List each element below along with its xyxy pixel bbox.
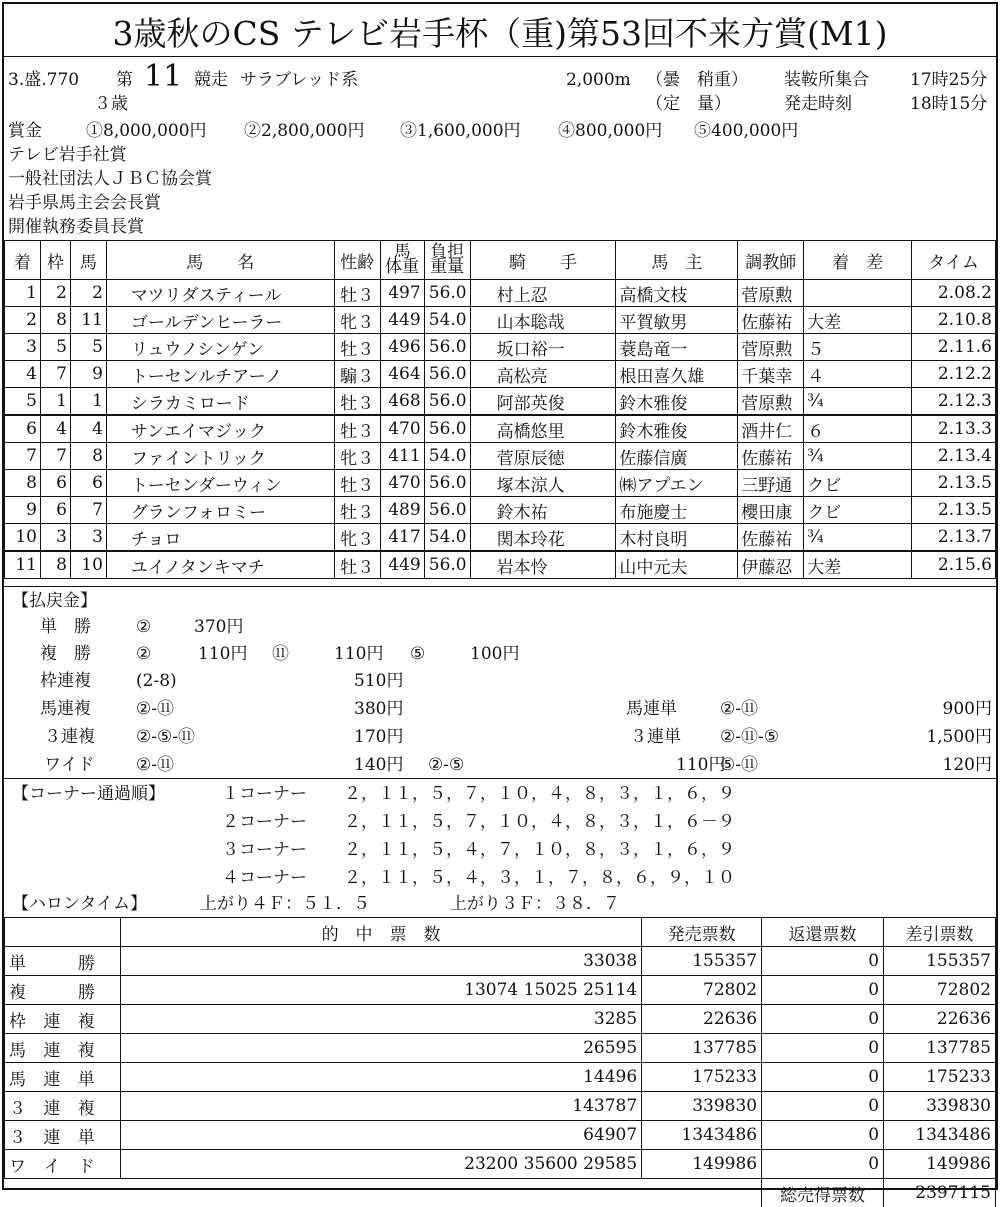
sold-cell: 155357 <box>642 947 762 976</box>
trainer-cell: 佐藤祐 <box>738 443 804 470</box>
place-cell: 7 <box>5 443 41 470</box>
sold-cell: 149986 <box>642 1150 762 1179</box>
horse-no-cell: 5 <box>70 334 106 361</box>
frame-cell: 6 <box>40 497 70 524</box>
table-row <box>5 524 996 552</box>
votes-total-value: 2397115 <box>884 1179 996 1207</box>
sex-age-cell: 騸３ <box>334 361 380 388</box>
table-row <box>5 470 996 497</box>
net-cell: 339830 <box>884 1092 996 1121</box>
owner-cell: 山中元夫 <box>616 551 738 579</box>
prize-1: ①8,000,000円 <box>86 121 207 141</box>
jockey-cell: 塚本涼人 <box>470 470 616 497</box>
votes-body <box>5 947 996 1179</box>
results-table <box>4 240 996 579</box>
margin-cell: ４ <box>804 361 912 388</box>
time-cell: 2.15.6 <box>912 551 996 579</box>
horse-name-cell: トーセンルチアーノ <box>106 361 334 388</box>
sold-cell: 339830 <box>642 1092 762 1121</box>
trainer-cell: 三野通 <box>738 470 804 497</box>
horse-name-cell: リュウノシンゲン <box>106 334 334 361</box>
frame-cell: 7 <box>40 361 70 388</box>
place-combo-2: ⑪ <box>272 644 289 664</box>
trainer-cell: 酒井仁 <box>738 415 804 443</box>
owner-cell: 根田喜久雄 <box>616 361 738 388</box>
body-weight-cell: 470 <box>380 415 424 443</box>
col-body-weight <box>380 241 424 280</box>
table-row <box>5 976 996 1005</box>
table-row <box>5 497 996 524</box>
margin-cell: 大差 <box>804 307 912 334</box>
refund-cell: 0 <box>762 1121 884 1150</box>
horse-name-cell: グランフォロミー <box>106 497 334 524</box>
votes-type-header <box>5 918 121 947</box>
burden-cell: 56.0 <box>424 280 470 307</box>
hits-cell: 64907 <box>120 1121 641 1150</box>
table-row <box>5 1005 996 1034</box>
place-cell: 9 <box>5 497 41 524</box>
burden-cell: 56.0 <box>424 388 470 416</box>
net-cell: 137785 <box>884 1034 996 1063</box>
net-cell: 155357 <box>884 947 996 976</box>
place-amount-2: 110円 <box>334 644 383 664</box>
win-amount: 370円 <box>194 617 243 637</box>
corner-3-label: ３コーナー <box>222 840 307 860</box>
sex-age-cell: 牡３ <box>334 334 380 361</box>
place-cell: 3 <box>5 334 41 361</box>
votes-hits-header: 的 中 票 数 <box>120 918 641 947</box>
col-trainer: 調教師 <box>738 241 804 280</box>
race-code: 3.盛.770 <box>8 70 79 90</box>
jockey-cell: 坂口裕一 <box>470 334 616 361</box>
horse-no-cell: 6 <box>70 470 106 497</box>
burden-cell: 54.0 <box>424 524 470 552</box>
owner-cell: 鈴木雅俊 <box>616 388 738 416</box>
hits-cell: 14496 <box>120 1063 641 1092</box>
votes-total-spacer <box>120 1179 641 1207</box>
horse-name-cell: ファイントリック <box>106 443 334 470</box>
margin-cell <box>804 280 912 307</box>
body-weight-cell: 449 <box>380 551 424 579</box>
margin-cell: ６ <box>804 415 912 443</box>
sold-cell: 1343486 <box>642 1121 762 1150</box>
jockey-cell: 阿部英俊 <box>470 388 616 416</box>
corner-2-label: ２コーナー <box>222 812 307 832</box>
col-place: 着 <box>5 241 41 280</box>
horse-name-cell: トーセンダーウィン <box>106 470 334 497</box>
burden-cell: 56.0 <box>424 470 470 497</box>
margin-cell: ¾ <box>804 524 912 552</box>
col-frame: 枠 <box>40 241 70 280</box>
bet-type-cell: ３ 連 複 <box>5 1092 121 1121</box>
win-combo: ② <box>136 617 151 637</box>
place-cell: 2 <box>5 307 41 334</box>
trio-amount: 170円 <box>354 727 403 747</box>
frame-cell: 1 <box>40 388 70 416</box>
table-row <box>5 1034 996 1063</box>
frame-cell: 3 <box>40 524 70 552</box>
horse-no-cell: 4 <box>70 415 106 443</box>
exacta-combo: ②-⑪ <box>720 699 758 719</box>
net-cell: 175233 <box>884 1063 996 1092</box>
corners-heading: 【コーナー通過順】 <box>12 784 165 804</box>
votes-header-row <box>5 918 996 947</box>
sex-age-cell: 牡３ <box>334 551 380 579</box>
place-amount-1: 110円 <box>198 644 247 664</box>
votes-total-spacer <box>5 1179 121 1207</box>
votes-total-label: 総売得票数 <box>762 1179 884 1207</box>
horse-no-cell: 10 <box>70 551 106 579</box>
table-row <box>5 1092 996 1121</box>
col-name: 馬 名 <box>106 241 334 280</box>
burden-cell: 56.0 <box>424 334 470 361</box>
place-cell: 6 <box>5 415 41 443</box>
horse-name-cell: シラカミロード <box>106 388 334 416</box>
wide-amount-1: 140円 <box>354 755 403 775</box>
bet-type-cell: ワ イ ド <box>5 1150 121 1179</box>
sex-age-cell: 牡３ <box>334 388 380 416</box>
place-amount-3: 100円 <box>470 644 519 664</box>
burden-cell: 54.0 <box>424 307 470 334</box>
jockey-cell: 高橋悠里 <box>470 415 616 443</box>
horse-no-cell: 1 <box>70 388 106 416</box>
owner-cell: 平賀敏男 <box>616 307 738 334</box>
trainer-cell: 伊藤忍 <box>738 551 804 579</box>
corner-1-order: ２，１１，５，７，１０，４，８，３，１，６，９ <box>344 784 735 804</box>
col-owner: 馬 主 <box>616 241 738 280</box>
net-cell: 149986 <box>884 1150 996 1179</box>
margin-cell: ¾ <box>804 388 912 416</box>
margin-cell: ¾ <box>804 443 912 470</box>
trio-combo: ②-⑤-⑪ <box>136 727 195 747</box>
body-weight-cell: 497 <box>380 280 424 307</box>
divider <box>4 778 996 779</box>
owner-cell: 佐藤信廣 <box>616 443 738 470</box>
bet-type-cell: 単 勝 <box>5 947 121 976</box>
wide-amount-3: 120円 <box>904 755 992 775</box>
time-cell: 2.08.2 <box>912 280 996 307</box>
votes-total-row <box>5 1179 996 1207</box>
bet-type-cell: ３ 連 単 <box>5 1121 121 1150</box>
sex-age-cell: 牡３ <box>334 280 380 307</box>
table-row <box>5 1121 996 1150</box>
win-label: 単 勝 <box>40 617 91 637</box>
hits-cell: 23200 35600 29585 <box>120 1150 641 1179</box>
saddle-time: 17時25分 <box>910 70 987 90</box>
margin-cell: クビ <box>804 470 912 497</box>
body-weight-cell: 496 <box>380 334 424 361</box>
distance: 2,000m <box>566 70 631 90</box>
body-weight-cell: 464 <box>380 361 424 388</box>
prize-3: ③1,600,000円 <box>400 121 521 141</box>
prize-2: ②2,800,000円 <box>244 121 365 141</box>
award-2: 一般社団法人ＪＢＣ協会賞 <box>8 169 212 189</box>
table-row <box>5 1063 996 1092</box>
owner-cell: 高橋文枝 <box>616 280 738 307</box>
horse-name-cell: サンエイマジック <box>106 415 334 443</box>
body-weight-cell: 468 <box>380 388 424 416</box>
margin-cell: ５ <box>804 334 912 361</box>
race-no-prefix: 第 <box>116 70 133 90</box>
col-sex-age: 性齢 <box>334 241 380 280</box>
wide-combo-3: ⑤-⑪ <box>720 755 758 775</box>
col-burden <box>424 241 470 280</box>
place-cell: 8 <box>5 470 41 497</box>
horse-no-cell: 8 <box>70 443 106 470</box>
corner-2-order: ２，１１，５，７，１０，４，８，３，１，６－９ <box>344 812 735 832</box>
burden-cell: 56.0 <box>424 415 470 443</box>
body-weight-cell: 470 <box>380 470 424 497</box>
divider <box>4 586 996 587</box>
wide-amount-2: 110円 <box>676 755 725 775</box>
race-no-suffix: 競走 <box>194 70 228 90</box>
bet-type-cell: 馬 連 単 <box>5 1063 121 1092</box>
col-margin: 着 差 <box>804 241 912 280</box>
bet-type-cell: 複 勝 <box>5 976 121 1005</box>
owner-cell: 鈴木雅俊 <box>616 415 738 443</box>
corner-4-label: ４コーナー <box>222 868 307 888</box>
sold-cell: 22636 <box>642 1005 762 1034</box>
last-4f: 上がり４Ｆ：５１．５ <box>200 894 370 914</box>
trio-label: ３連複 <box>44 727 95 747</box>
divider <box>4 56 996 57</box>
place-label: 複 勝 <box>40 644 91 664</box>
horse-name-cell: ユイノタンキマチ <box>106 551 334 579</box>
trainer-cell: 佐藤祐 <box>738 307 804 334</box>
hits-cell: 26595 <box>120 1034 641 1063</box>
wide-combo-1: ②-⑪ <box>136 755 174 775</box>
corner-1-label: １コーナー <box>222 784 307 804</box>
burden-cell: 56.0 <box>424 551 470 579</box>
col-time: タイム <box>912 241 996 280</box>
net-cell: 1343486 <box>884 1121 996 1150</box>
race-number: 11 <box>144 62 182 92</box>
hits-cell: 13074 15025 25114 <box>120 976 641 1005</box>
frame-cell: 4 <box>40 415 70 443</box>
horse-no-cell: 3 <box>70 524 106 552</box>
wide-combo-2: ②-⑤ <box>428 755 464 775</box>
hits-cell: 3285 <box>120 1005 641 1034</box>
place-cell: 4 <box>5 361 41 388</box>
award-1: テレビ岩手社賞 <box>8 145 127 165</box>
corner-4-order: ２，１１，５，４，３，１，７，８，６，９，１０ <box>344 868 735 888</box>
table-row <box>5 361 996 388</box>
horse-no-cell: 7 <box>70 497 106 524</box>
net-cell: 22636 <box>884 1005 996 1034</box>
table-row <box>5 551 996 579</box>
burden-cell: 54.0 <box>424 443 470 470</box>
col-burden-1: 負担 <box>430 242 464 262</box>
last-3f: 上がり３Ｆ：３８．７ <box>450 894 620 914</box>
race-result-sheet <box>2 2 998 1190</box>
trainer-cell: 櫻田康 <box>738 497 804 524</box>
horse-no-cell: 11 <box>70 307 106 334</box>
sex-age-cell: 牝３ <box>334 443 380 470</box>
time-cell: 2.13.5 <box>912 497 996 524</box>
results-body <box>5 280 996 579</box>
race-title: 3歳秋のCS テレビ岩手杯（重)第53回不来方賞(M1) <box>4 8 996 55</box>
sex-age-cell: 牝３ <box>334 524 380 552</box>
place-combo-1: ② <box>136 644 151 664</box>
table-row <box>5 1150 996 1179</box>
votes-sold-header: 発売票数 <box>642 918 762 947</box>
time-cell: 2.13.5 <box>912 470 996 497</box>
trainer-cell: 菅原勲 <box>738 388 804 416</box>
sex-age-cell: 牡３ <box>334 415 380 443</box>
refund-cell: 0 <box>762 947 884 976</box>
table-row <box>5 415 996 443</box>
bracket-quinella-label: 枠連複 <box>40 671 91 691</box>
col-jockey: 騎 手 <box>470 241 616 280</box>
exacta-amount: 900円 <box>904 699 992 719</box>
owner-cell: 布施慶士 <box>616 497 738 524</box>
trifecta-combo: ②-⑪-⑤ <box>720 727 779 747</box>
bet-type-cell: 枠 連 複 <box>5 1005 121 1034</box>
time-cell: 2.11.6 <box>912 334 996 361</box>
burden-cell: 56.0 <box>424 361 470 388</box>
jockey-cell: 岩本怜 <box>470 551 616 579</box>
time-cell: 2.12.3 <box>912 388 996 416</box>
award-4: 開催執務委員長賞 <box>8 217 144 237</box>
trifecta-amount: 1,500円 <box>904 727 992 747</box>
net-cell: 72802 <box>884 976 996 1005</box>
table-row <box>5 307 996 334</box>
jockey-cell: 村上忍 <box>470 280 616 307</box>
payout-heading: 【払戻金】 <box>12 591 97 611</box>
bracket-quinella-combo: (2-8) <box>136 671 177 691</box>
refund-cell: 0 <box>762 1063 884 1092</box>
refund-cell: 0 <box>762 1150 884 1179</box>
sold-cell: 175233 <box>642 1063 762 1092</box>
sex-age-cell: 牡３ <box>334 470 380 497</box>
time-cell: 2.13.7 <box>912 524 996 552</box>
bracket-quinella-amount: 510円 <box>354 671 403 691</box>
jockey-cell: 山本聡哉 <box>470 307 616 334</box>
award-3: 岩手県馬主会会長賞 <box>8 193 161 213</box>
trainer-cell: 佐藤祐 <box>738 524 804 552</box>
sex-age-cell: 牝３ <box>334 307 380 334</box>
frame-cell: 5 <box>40 334 70 361</box>
wide-label: ワイド <box>44 755 95 775</box>
refund-cell: 0 <box>762 976 884 1005</box>
hits-cell: 143787 <box>120 1092 641 1121</box>
col-burden-2: 重量 <box>430 257 464 277</box>
col-horse-no: 馬 <box>70 241 106 280</box>
horse-no-cell: 9 <box>70 361 106 388</box>
frame-cell: 8 <box>40 551 70 579</box>
place-cell: 11 <box>5 551 41 579</box>
margin-cell: 大差 <box>804 551 912 579</box>
votes-refund-header: 返還票数 <box>762 918 884 947</box>
saddle-label: 装鞍所集合 <box>784 70 869 90</box>
owner-cell: ㈱アプエン <box>616 470 738 497</box>
prize-label: 賞金 <box>8 121 42 141</box>
owner-cell: 木村良明 <box>616 524 738 552</box>
refund-cell: 0 <box>762 1092 884 1121</box>
votes-net-header: 差引票数 <box>884 918 996 947</box>
corner-3-order: ２，１１，５，４，７，１０，８，３，１，６，９ <box>344 840 735 860</box>
place-cell: 5 <box>5 388 41 416</box>
weather-track: （曇 稍重） <box>646 70 748 90</box>
furlong-heading: 【ハロンタイム】 <box>12 894 147 914</box>
exacta-label: 馬連単 <box>626 699 677 719</box>
place-combo-3: ⑤ <box>410 644 425 664</box>
place-cell: 10 <box>5 524 41 552</box>
jockey-cell: 関本玲花 <box>470 524 616 552</box>
body-weight-cell: 489 <box>380 497 424 524</box>
col-body-weight-1: 馬 <box>394 242 411 262</box>
sold-cell: 137785 <box>642 1034 762 1063</box>
horse-name-cell: マツリダスティール <box>106 280 334 307</box>
refund-cell: 0 <box>762 1034 884 1063</box>
horse-name-cell: チョロ <box>106 524 334 552</box>
prize-5: ⑤400,000円 <box>694 121 798 141</box>
bet-type-cell: 馬 連 複 <box>5 1034 121 1063</box>
sold-cell: 72802 <box>642 976 762 1005</box>
body-weight-cell: 449 <box>380 307 424 334</box>
frame-cell: 6 <box>40 470 70 497</box>
hits-cell: 33038 <box>120 947 641 976</box>
time-cell: 2.12.2 <box>912 361 996 388</box>
trainer-cell: 菅原勲 <box>738 280 804 307</box>
age-condition: ３歳 <box>94 94 128 114</box>
table-row <box>5 947 996 976</box>
trifecta-label: ３連単 <box>630 727 681 747</box>
post-time: 18時15分 <box>910 94 987 114</box>
place-cell: 1 <box>5 280 41 307</box>
table-row <box>5 443 996 470</box>
quinella-combo: ②-⑪ <box>136 699 174 719</box>
body-weight-cell: 417 <box>380 524 424 552</box>
breed: サラブレッド系 <box>240 70 358 90</box>
quinella-label: 馬連複 <box>40 699 91 719</box>
horse-name-cell: ゴールデンヒーラー <box>106 307 334 334</box>
body-weight-cell: 411 <box>380 443 424 470</box>
frame-cell: 8 <box>40 307 70 334</box>
prize-4: ④800,000円 <box>558 121 662 141</box>
burden-cell: 56.0 <box>424 497 470 524</box>
jockey-cell: 高松亮 <box>470 361 616 388</box>
col-body-weight-2: 体重 <box>385 257 419 277</box>
time-cell: 2.13.3 <box>912 415 996 443</box>
margin-cell: クビ <box>804 497 912 524</box>
time-cell: 2.10.8 <box>912 307 996 334</box>
table-row <box>5 334 996 361</box>
frame-cell: 2 <box>40 280 70 307</box>
owner-cell: 蓑島竜一 <box>616 334 738 361</box>
table-row <box>5 388 996 416</box>
jockey-cell: 菅原辰徳 <box>470 443 616 470</box>
jockey-cell: 鈴木祐 <box>470 497 616 524</box>
horse-no-cell: 2 <box>70 280 106 307</box>
sex-age-cell: 牡３ <box>334 497 380 524</box>
frame-cell: 7 <box>40 443 70 470</box>
weight-rule: （定 量） <box>646 94 731 114</box>
trainer-cell: 千葉幸 <box>738 361 804 388</box>
votes-total-spacer <box>642 1179 762 1207</box>
votes-table <box>4 917 996 1207</box>
results-header-row <box>5 241 996 280</box>
quinella-amount: 380円 <box>354 699 403 719</box>
post-label: 発走時刻 <box>784 94 852 114</box>
trainer-cell: 菅原勲 <box>738 334 804 361</box>
table-row <box>5 280 996 307</box>
refund-cell: 0 <box>762 1005 884 1034</box>
time-cell: 2.13.4 <box>912 443 996 470</box>
